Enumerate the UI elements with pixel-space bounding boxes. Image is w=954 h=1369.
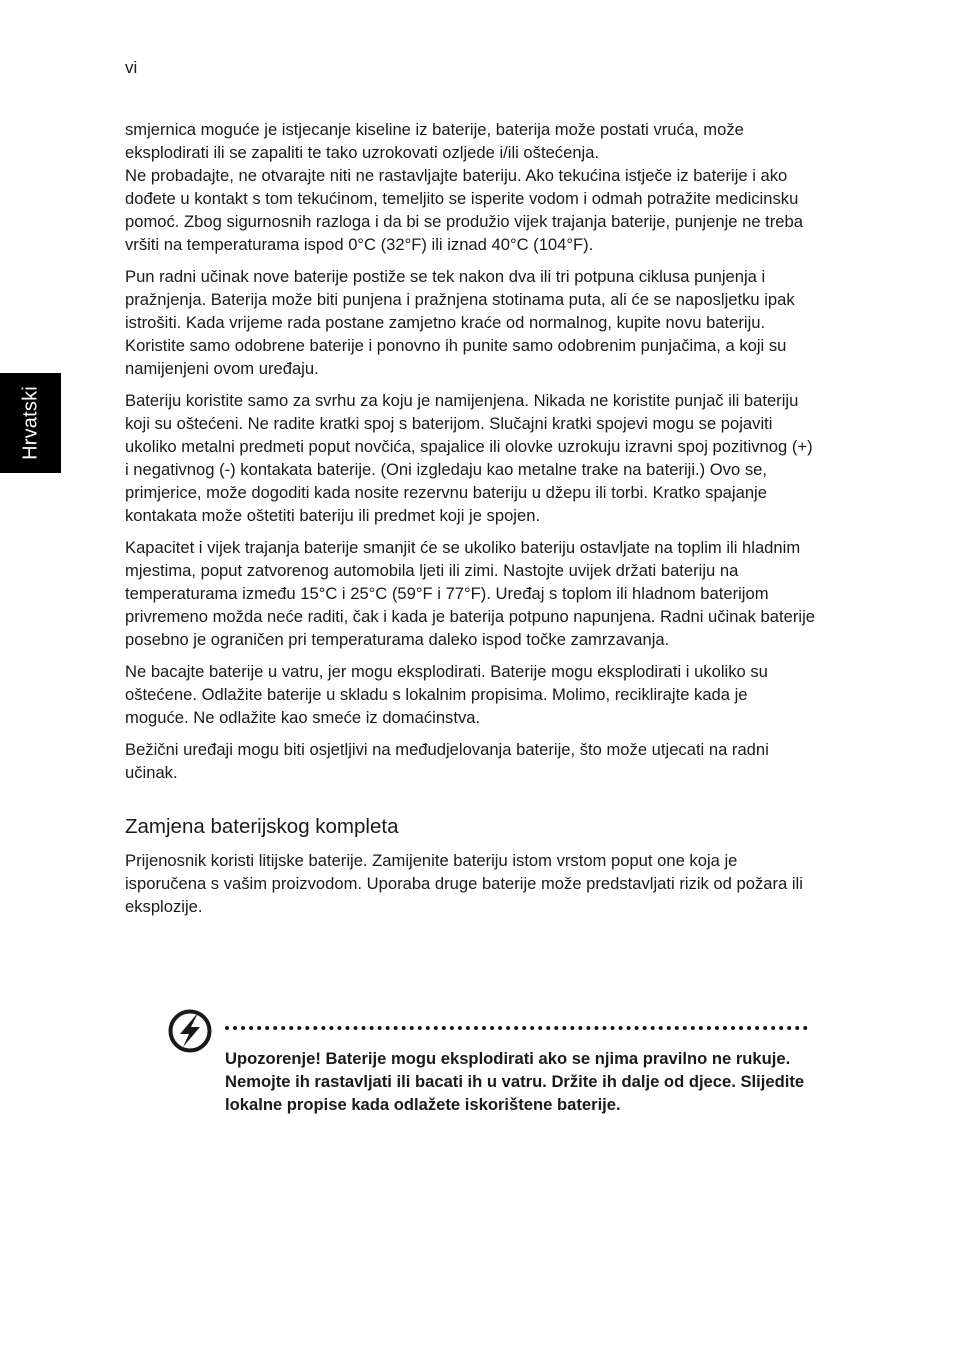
paragraph: smjernica moguće je istjecanje kiseline iz baterije, baterija može postati vruća, može eksplodirati ili se zapaliti te tako uzrokovati ozljede i/ili oštećenja. bbox=[125, 120, 744, 162]
main-content bbox=[125, 118, 815, 927]
section-heading: Zamjena baterijskog kompleta bbox=[125, 815, 399, 838]
language-side-tab-label: Hrvatski bbox=[19, 386, 41, 460]
paragraph: Kapacitet i vijek trajanja baterije smanjit će se ukoliko bateriju ostavljate na toplim ili hladnim mjestima, poput zatvorenog automobila ljeti ili zimi. Nastojte uvijek držati bateriju na temperaturama između 15°C i 25°C (59°F i 77°F). Uređaj s toplom ili hladnom baterijom privremeno možda neće raditi, čak i kada je baterija potpuno napunjena. Radni učinak baterije posebno je ograničen pri temperaturama daleko ispod točke zamrzavanja. bbox=[125, 538, 815, 649]
paragraph: Bateriju koristite samo za svrhu za koju je namijenjena. Nikada ne koristite punjač ili bateriju koji su oštećeni. Ne radite kratki spoj s baterijom. Slučajni kratki spojevi mogu se pojaviti ukoliko metalni predmeti poput novčića, spajalice ili olovke uzrokuju izravni spoj pozitivnog (+) i negativnog (-) kontakata baterije. (Oni izgledaju kao metalne trake na bateriji.) Ovo se, primjerice, može dogoditi kada nosite rezervnu bateriju u džepu ili torbi. Kratko spajanje kontakata može oštetiti bateriju ili predmet koji je spojen. bbox=[125, 391, 813, 525]
language-side-tab bbox=[0, 373, 61, 473]
warning-text: Upozorenje! Baterije mogu eksplodirati ako se njima pravilno ne rukuje. Nemojte ih rastavljati ili bacati ih u vatru. Držite ih dalje od djece. Slijedite lokalne propise kada odlažete iskorištene baterije. bbox=[225, 1049, 805, 1114]
lightning-bolt-icon bbox=[168, 1009, 212, 1053]
warning-box bbox=[168, 1009, 813, 1119]
paragraph: Ne probadajte, ne otvarajte niti ne rastavljajte bateriju. Ako tekućina istječe iz baterije i ako dođete u kontakt s tom tekućinom, temeljito se isperite vodom i odmah potražite medicinsku pomoć. Zbog sigurnosnih razloga i da bi se produžio vijek trajanja baterije, punjenje ne treba vršiti na temperaturama ispod 0°C (32°F) ili iznad 40°C (104°F). bbox=[125, 166, 803, 254]
paragraph: Ne bacajte baterije u vatru, jer mogu eksplodirati. Baterije mogu eksplodirati i ukoliko su oštećene. Odlažite baterije u skladu s lokalnim propisima. Molimo, reciklirajte kada je moguće. Ne odlažite kao smeće iz domaćinstva. bbox=[125, 662, 768, 727]
paragraph: Pun radni učinak nove baterije postiže se tek nakon dva ili tri potpuna ciklusa punjenja i pražnjenja. Baterija može biti punjena i pražnjena stotinama puta, ali će se naposljetku ipak istrošiti. Kada vrijeme rada postane zamjetno kraće od normalnog, kupite novu bateriju. Koristite samo odobrene baterije i ponovno ih punite samo odobrenim punjačima, a koji su namijenjeni ovom uređaju. bbox=[125, 267, 795, 378]
page-number: vi bbox=[125, 58, 138, 77]
dotted-divider bbox=[225, 1026, 808, 1030]
paragraph: Bežični uređaji mogu biti osjetljivi na međudjelovanja baterije, što može utjecati na radni učinak. bbox=[125, 740, 769, 782]
section-paragraph: Prijenosnik koristi litijske baterije. Zamijenite bateriju istom vrstom poput one koja je isporučena s vašim proizvodom. Uporaba druge baterije može predstavljati rizik od požara ili eksplozije. bbox=[125, 851, 803, 916]
